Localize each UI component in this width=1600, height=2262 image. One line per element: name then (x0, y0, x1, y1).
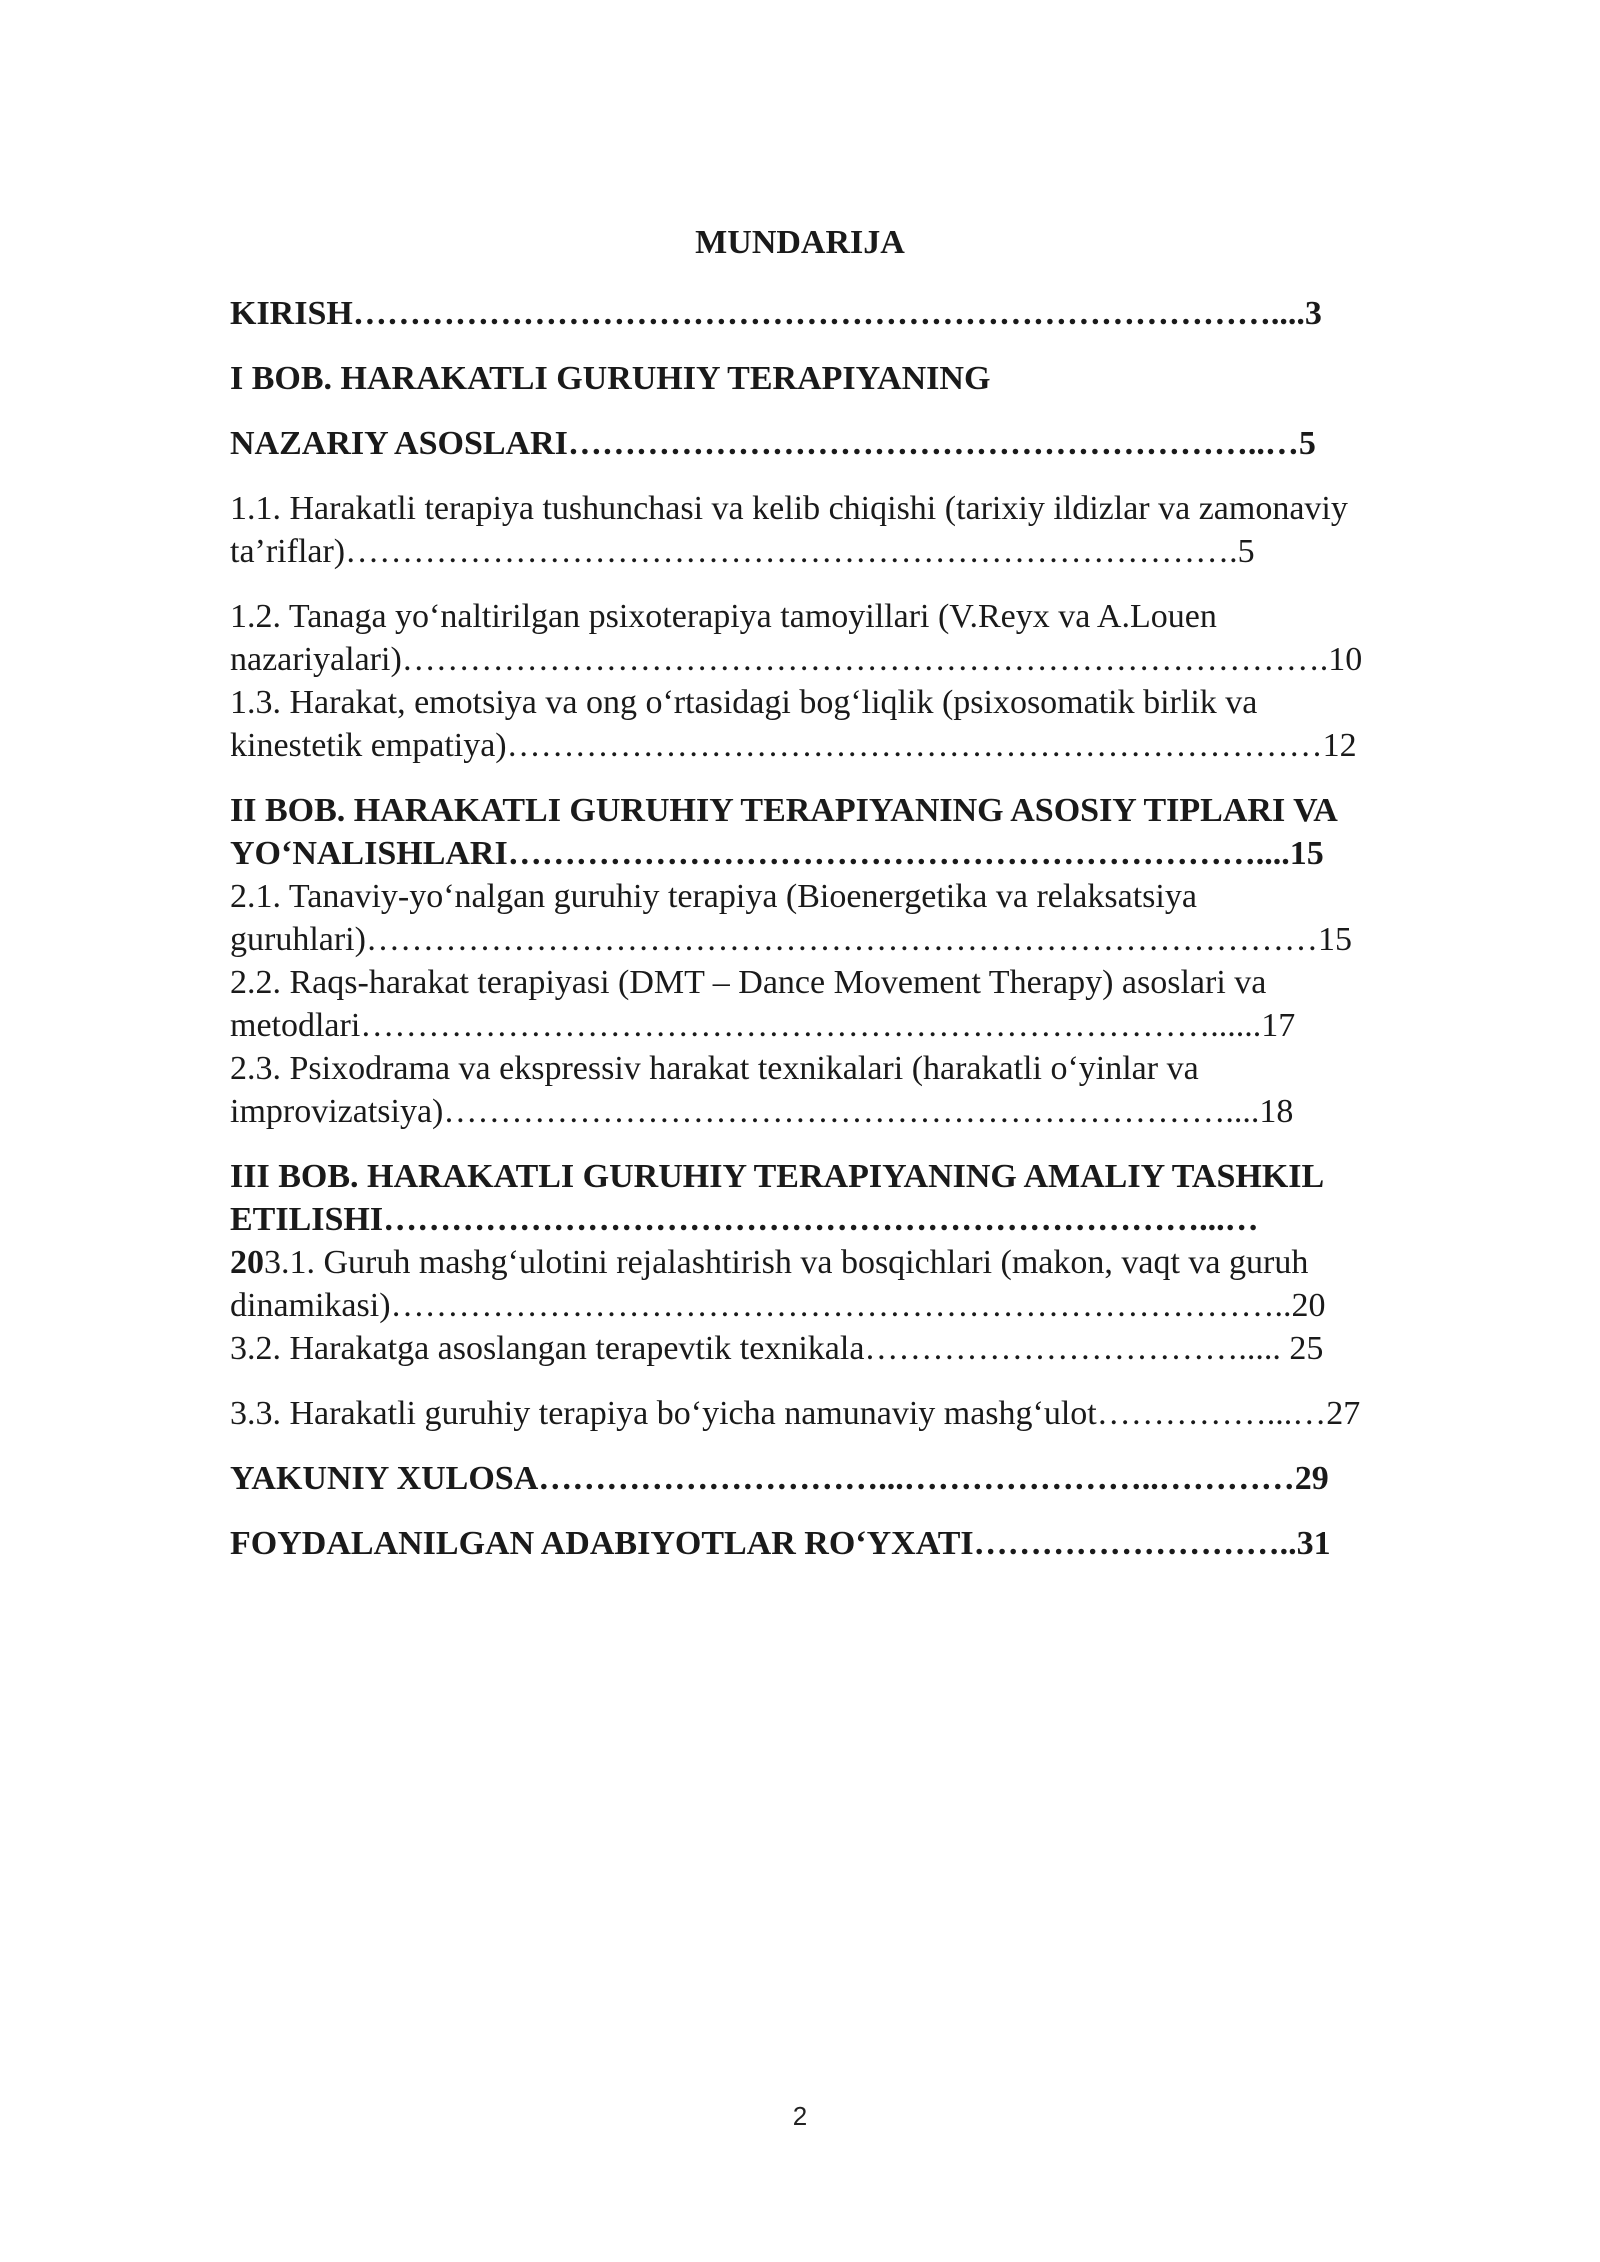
toc-section-1-2: 1.2. Tanaga yo‘naltirilgan psixoterapiya tamoyillari (V.Reyx va A.Louen (230, 598, 1217, 635)
toc-section-1-3-cont: kinestetik empatiya)………………………………………………………………12 (230, 727, 1357, 764)
toc-section-3-1 (230, 1241, 1494, 1284)
toc-section-2-2-cont: metodlari…………………………………………………………………......17 (230, 1007, 1296, 1044)
toc-section-3-3: 3.3. Harakatli guruhiy terapiya bo‘yicha namunaviy mashg‘ulot……………...…27 (230, 1395, 1361, 1432)
toc-section-3-1-cont: dinamikasi)……………………………………………………………………..20 (230, 1287, 1326, 1324)
toc-chapter-1-title: I BOB. HARAKATLI GURUHIY TERAPIYANING (230, 360, 991, 397)
toc-section-1-3: 1.3. Harakat, emotsiya va ong o‘rtasidagi bog‘liqlik (psixosomatik birlik va (230, 684, 1258, 721)
toc-section-2-2: 2.2. Raqs-harakat terapiyasi (DMT – Dance Movement Therapy) asoslari va (230, 964, 1267, 1001)
toc-section-3-2: 3.2. Harakatga asoslangan terapevtik texnikala……………………………..... 25 (230, 1330, 1324, 1367)
toc-section-1-2-cont: nazariyalari)……………………………………………………………………….10 (230, 641, 1363, 678)
toc-section-2-1: 2.1. Tanaviy-yo‘nalgan guruhiy terapiya (Bioenergetika va relaksatsiya (230, 878, 1197, 915)
toc-section-3-1-text: 3.1. Guruh mashg‘ulotini rejalashtirish va bosqichlari (makon, vaqt va guruh (264, 1244, 1309, 1281)
toc-section-1-1: 1.1. Harakatli terapiya tushunchasi va kelib chiqishi (tarixiy ildizlar va zamonaviy (230, 490, 1348, 527)
chapter-3-page-number: 20 (230, 1244, 264, 1281)
toc-chapter-1-title-cont: NAZARIY ASOSLARI……………………………………………………..…5 (230, 425, 1316, 462)
toc-entry-kirish: KIRISH………………………………………………………………………....3 (230, 295, 1322, 332)
toc-entry-conclusion: YAKUNIY XULOSA…………………………...…………………..…………29 (230, 1460, 1329, 1497)
toc-section-2-1-cont: guruhlari)…………………………………………………………………………15 (230, 921, 1352, 958)
toc-chapter-3-title-cont: ETILISHI………………………………………………………………...… (230, 1201, 1259, 1238)
page-number: 2 (792, 2101, 808, 2131)
toc-chapter-3-title: III BOB. HARAKATLI GURUHIY TERAPIYANING AMALIY TASHKIL (230, 1158, 1325, 1195)
toc-entry-references: FOYDALANILGAN ADABIYOTLAR RO‘YXATI………………………..31 (230, 1525, 1331, 1562)
toc-section-2-3-cont: improvizatsiya)……………………………………………………………....18 (230, 1093, 1294, 1130)
toc-chapter-2-title-cont: YO‘NALISHLARI…………………………………………………………....15 (230, 835, 1324, 872)
table-of-contents (230, 292, 1494, 1565)
toc-section-2-3: 2.3. Psixodrama va ekspressiv harakat texnikalari (harakatli o‘yinlar va (230, 1050, 1199, 1087)
toc-heading: MUNDARIJA (695, 224, 905, 261)
toc-section-1-1-cont: ta’riflar)…………………………………………………………………….5 (230, 533, 1255, 570)
toc-chapter-2-title: II BOB. HARAKATLI GURUHIY TERAPIYANING ASOSIY TIPLARI VA (230, 792, 1338, 829)
